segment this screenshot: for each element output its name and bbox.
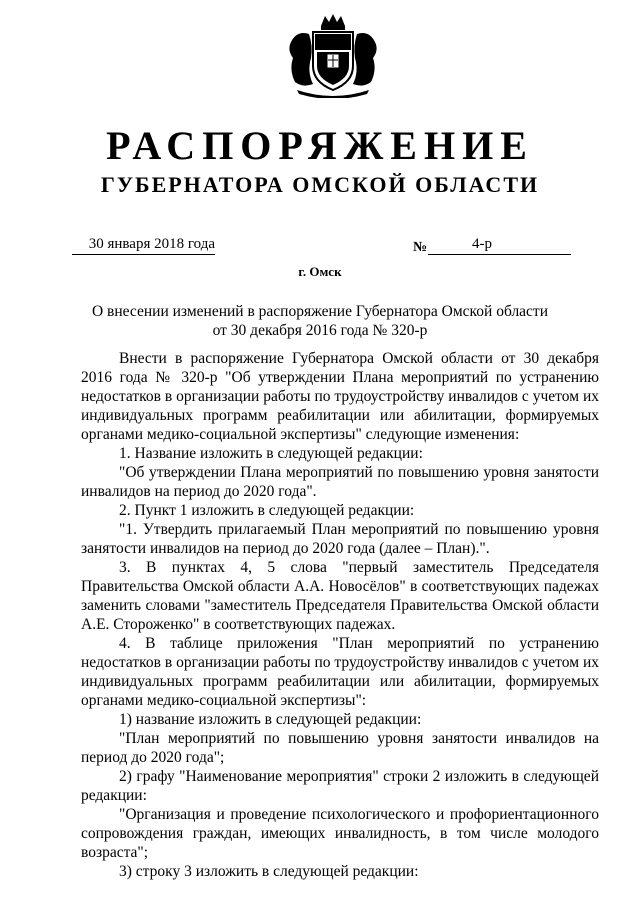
document-date: 30 января 2018 года [72,236,215,255]
document-subtitle: ГУБЕРНАТОРА ОМСКОЙ ОБЛАСТИ [100,172,540,197]
paragraph: "План мероприятий по повышению уровня занятости инвалидов на период до 2020 года"; [81,730,599,766]
document-heading [80,302,560,340]
heading-line: от 30 декабря 2016 года № 320-р [212,322,428,339]
document-title: РАСПОРЯЖЕНИЕ [106,123,534,168]
paragraph: 3) строку 3 изложить в следующей редакции: [119,863,419,880]
paragraph: Внести в распоряжение Губернатора Омской области от 30 декабря 2016 года № 320-р "Об утверждении Плана мероприятий по устранению недостатков в организации работы по трудоустройству инвалидов с учетом их индивидуальных программ реабилитации или абилитации, формируемых органами медико-социальной экспертизы" следующие изменения: [81,350,599,443]
number-label: № [413,240,428,255]
coat-of-arms-emblem [283,12,383,98]
paragraph: "Организация и проведение психологического и профориентационного сопровождения граждан, имеющих инвалидность, в том числе молодого возраста"; [81,806,599,861]
document-number-field [428,236,571,255]
paragraph: 4. В таблице приложения "План мероприятий по устранению недостатков в организации работы по трудоустройству инвалидов с учетом их индивидуальных программ реабилитации или абилитации, формируемых органами медико-социальной экспертизы": [81,635,599,709]
paragraph: 3. В пунктах 4, 5 слова "первый заместитель Председателя Правительства Омской области А.А. Новосёлов" в соответствующих падежах заменить словами "заместитель Председателя Правительства Омской области А.Е. Стороженко" в соответствующих падежах. [81,559,599,633]
paragraph: 2) графу "Наименование мероприятия" строки 2 изложить в следующей редакции: [81,768,599,804]
paragraph: 1) название изложить в следующей редакции: [119,711,422,728]
document-number: 4-р [472,236,492,252]
heading-line: О внесении изменений в распоряжение Губернатора Омской области [91,303,549,320]
paragraph: 1. Название изложить в следующей редакции: [119,445,423,462]
document-body [81,349,599,881]
paragraph: "1. Утвердить прилагаемый План мероприятий по повышению уровня занятости инвалидов на период до 2020 года (далее – План).". [81,521,599,557]
paragraph: "Об утверждении Плана мероприятий по повышению уровня занятости инвалидов на период до 2020 года". [81,464,599,500]
paragraph: 2. Пункт 1 изложить в следующей редакции: [119,502,415,519]
document-city: г. Омск [298,264,342,279]
